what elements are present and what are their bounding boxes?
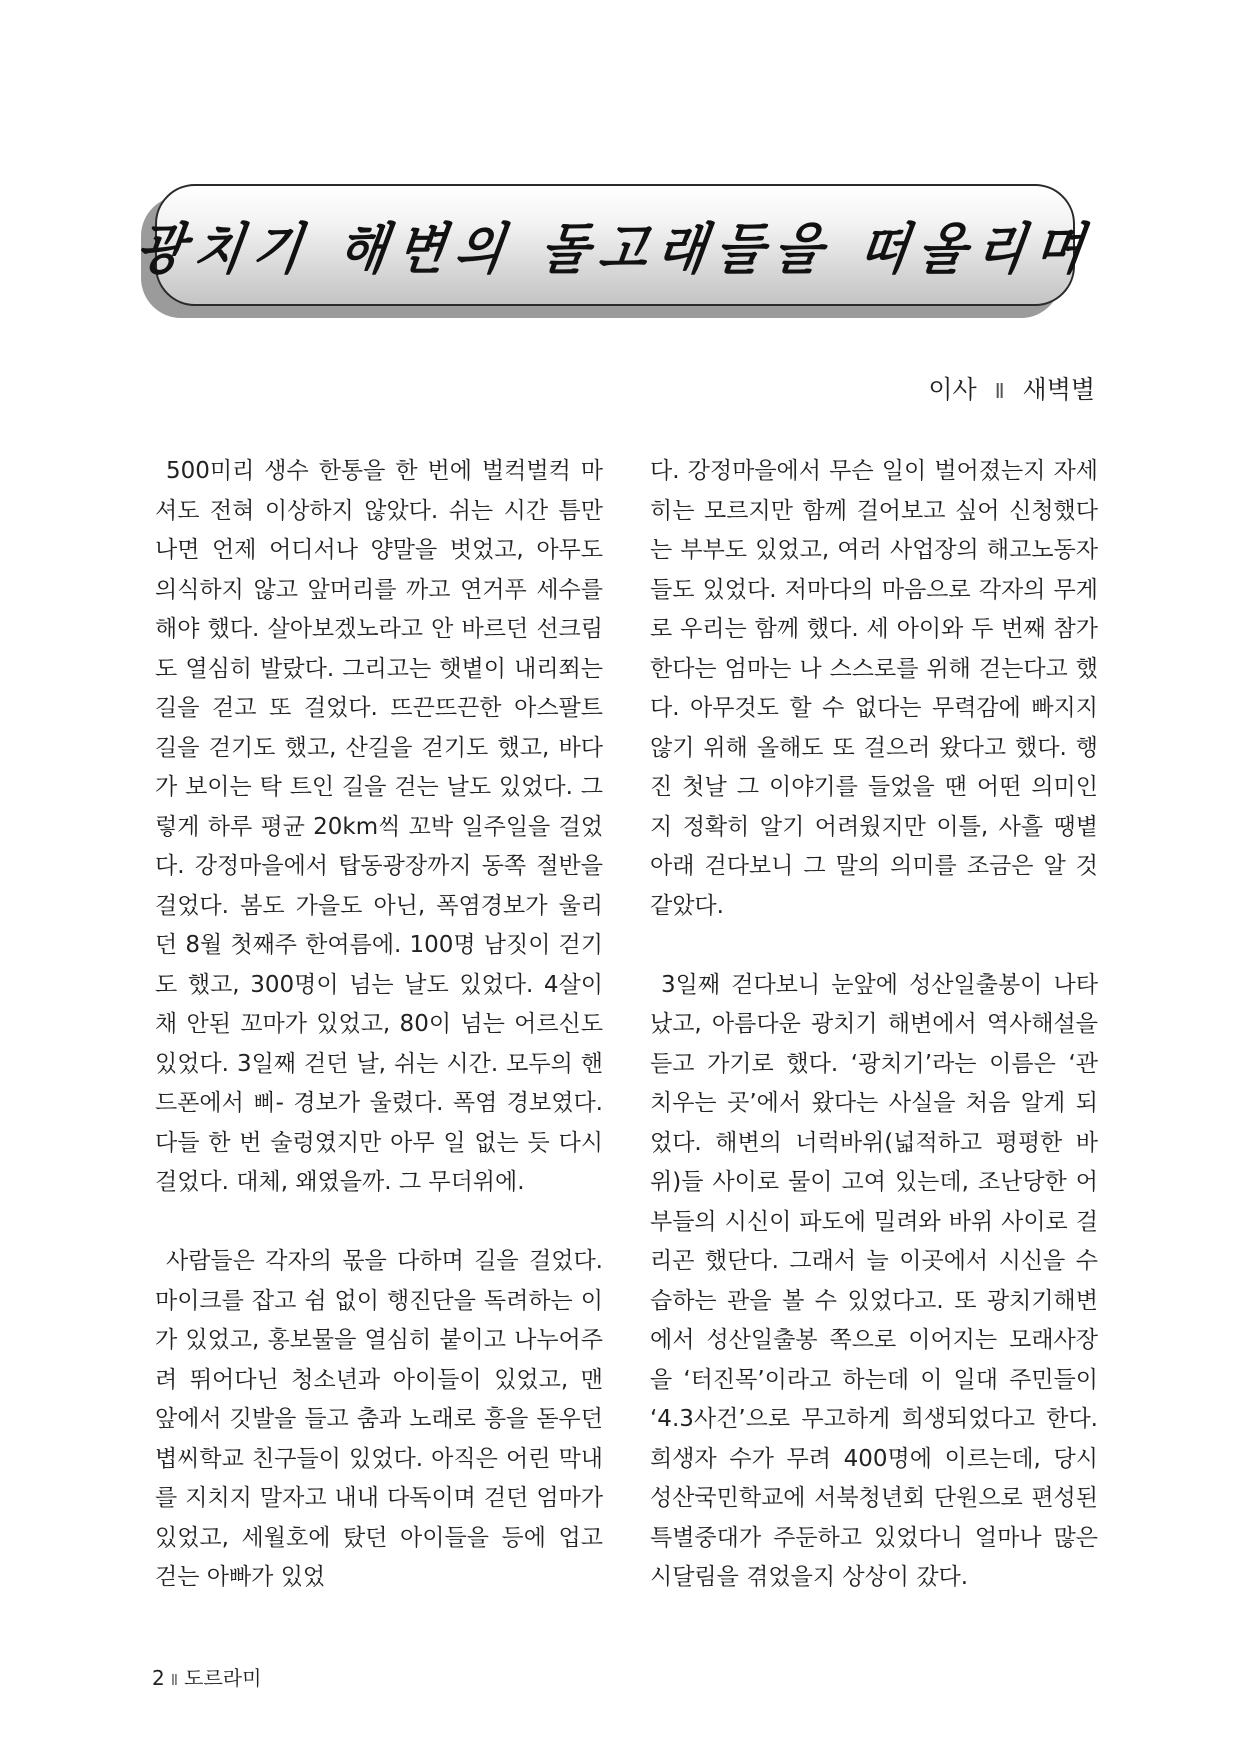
footer-separator: Ⅱ bbox=[170, 1671, 179, 1689]
page-number: 2 bbox=[152, 1666, 165, 1690]
paragraph-gap bbox=[155, 1203, 603, 1243]
publication-name: 도르라미 bbox=[184, 1666, 262, 1690]
byline bbox=[928, 370, 1095, 406]
paragraph-continued: 다. 강정마을에서 무슨 일이 벌어졌는지 자세히는 모르지만 함께 걸어보고 싶어 신청했다는 부부도 있었고, 여러 사업장의 해고노동자들도 있었다. 저마다의 마음으로 각자의 무게로 우리는 함께 했다. 세 아이와 두 번째 참가한다는 엄마는 나 스스로를 위해 걷는다고 했다. 아무것도 할 수 없다는 무력감에 빠지지 않기 위해 올해도 또 걸으러 왔다고 했다. 행진 첫날 그 이야기를 들었을 땐 어떤 의미인지 정확히 알기 어려웠지만 이틀, 사흘 땡볕 아래 걷다보니 그 말의 의미를 조금은 알 것 같았다. bbox=[650, 458, 1098, 919]
author-name: 새벽별 bbox=[1022, 375, 1095, 404]
right-column bbox=[650, 452, 1098, 1598]
title-banner bbox=[131, 184, 1098, 306]
paragraph: 3일째 걷다보니 눈앞에 성산일출봉이 나타났고, 아름다운 광치기 해변에서 역사해설을 듣고 가기로 했다. ‘광치기’라는 이름은 ‘관 치우는 곳’에서 왔다는 사실을 처음 알게 되었다. 해변의 너럭바위(넓적하고 평평한 바위)들 사이로 물이 고여 있는데, 조난당한 어부들의 시신이 파도에 밀려와 바위 사이로 걸리곤 했단다. 그래서 늘 이곳에서 시신을 수습하는 관을 볼 수 있었다고. 또 광치기해변에서 성산일출봉 쪽으로 이어지는 모래사장을 ‘터진목’이라고 하는데 이 일대 주민들이 ‘4.3사건’으로 무고하게 희생되었다고 한다. 희생자 수가 무려 400명에 이르는데, 당시 성산국민학교에 서북청년회 단원으로 편성된 특별중대가 주둔하고 있었다니 얼마나 많은 시달림을 겪었을지 상상이 갔다. bbox=[650, 971, 1098, 1590]
paragraph-gap bbox=[650, 926, 1098, 966]
paragraph: 500미리 생수 한통을 한 번에 벌컥벌컥 마셔도 전혀 이상하지 않았다. 쉬는 시간 틈만 나면 언제 어디서나 양말을 벗었고, 아무도 의식하지 않고 앞머리를 까고 연거푸 세수를 해야 했다. 살아보겠노라고 안 바르던 선크림도 열심히 발랐다. 그리고는 햇볕이 내리쬐는 길을 걷고 또 걸었다. 뜨끈뜨끈한 아스팔트 길을 걷기도 했고, 산길을 걷기도 했고, 바다가 보이는 탁 트인 길을 걷는 날도 있었다. 그렇게 하루 평균 20km씩 꼬박 일주일을 걸었다. 강정마을에서 탑동광장까지 동쪽 절반을 걸었다. 봄도 가을도 아닌, 폭염경보가 울리던 8월 첫째주 한여름에. 100명 남짓이 걷기도 했고, 300명이 넘는 날도 있었다. 4살이 채 안된 꼬마가 있었고, 80이 넘는 어르신도 있었다. 3일째 걷던 날, 쉬는 시간. 모두의 핸드폰에서 삐- 경보가 울렸다. 폭염 경보였다. 다들 한 번 술렁였지만 아무 일 없는 듯 다시 걸었다. 대체, 왜였을까. 그 무더위에. bbox=[155, 458, 603, 1195]
paragraph: 사람들은 각자의 몫을 다하며 길을 걸었다. 마이크를 잡고 쉼 없이 행진단을 독려하는 이가 있었고, 홍보물을 열심히 붙이고 나누어주려 뛰어다닌 청소년과 아이들이 있었고, 맨 앞에서 깃발을 들고 춤과 노래로 흥을 돋우던 볍씨학교 친구들이 있었다. 아직은 어린 막내를 지치지 말자고 내내 다독이며 걷던 엄마가 있었고, 세월호에 탔던 아이들을 등에 업고 걷는 아빠가 있었 bbox=[155, 1248, 603, 1590]
left-column bbox=[155, 452, 603, 1598]
byline-separator: Ⅱ bbox=[994, 379, 1005, 403]
page-footer bbox=[152, 1662, 261, 1691]
author-role: 이사 bbox=[928, 375, 977, 404]
article-title: 광치기 해변의 돌고래들을 떠올리며 bbox=[131, 217, 1098, 282]
